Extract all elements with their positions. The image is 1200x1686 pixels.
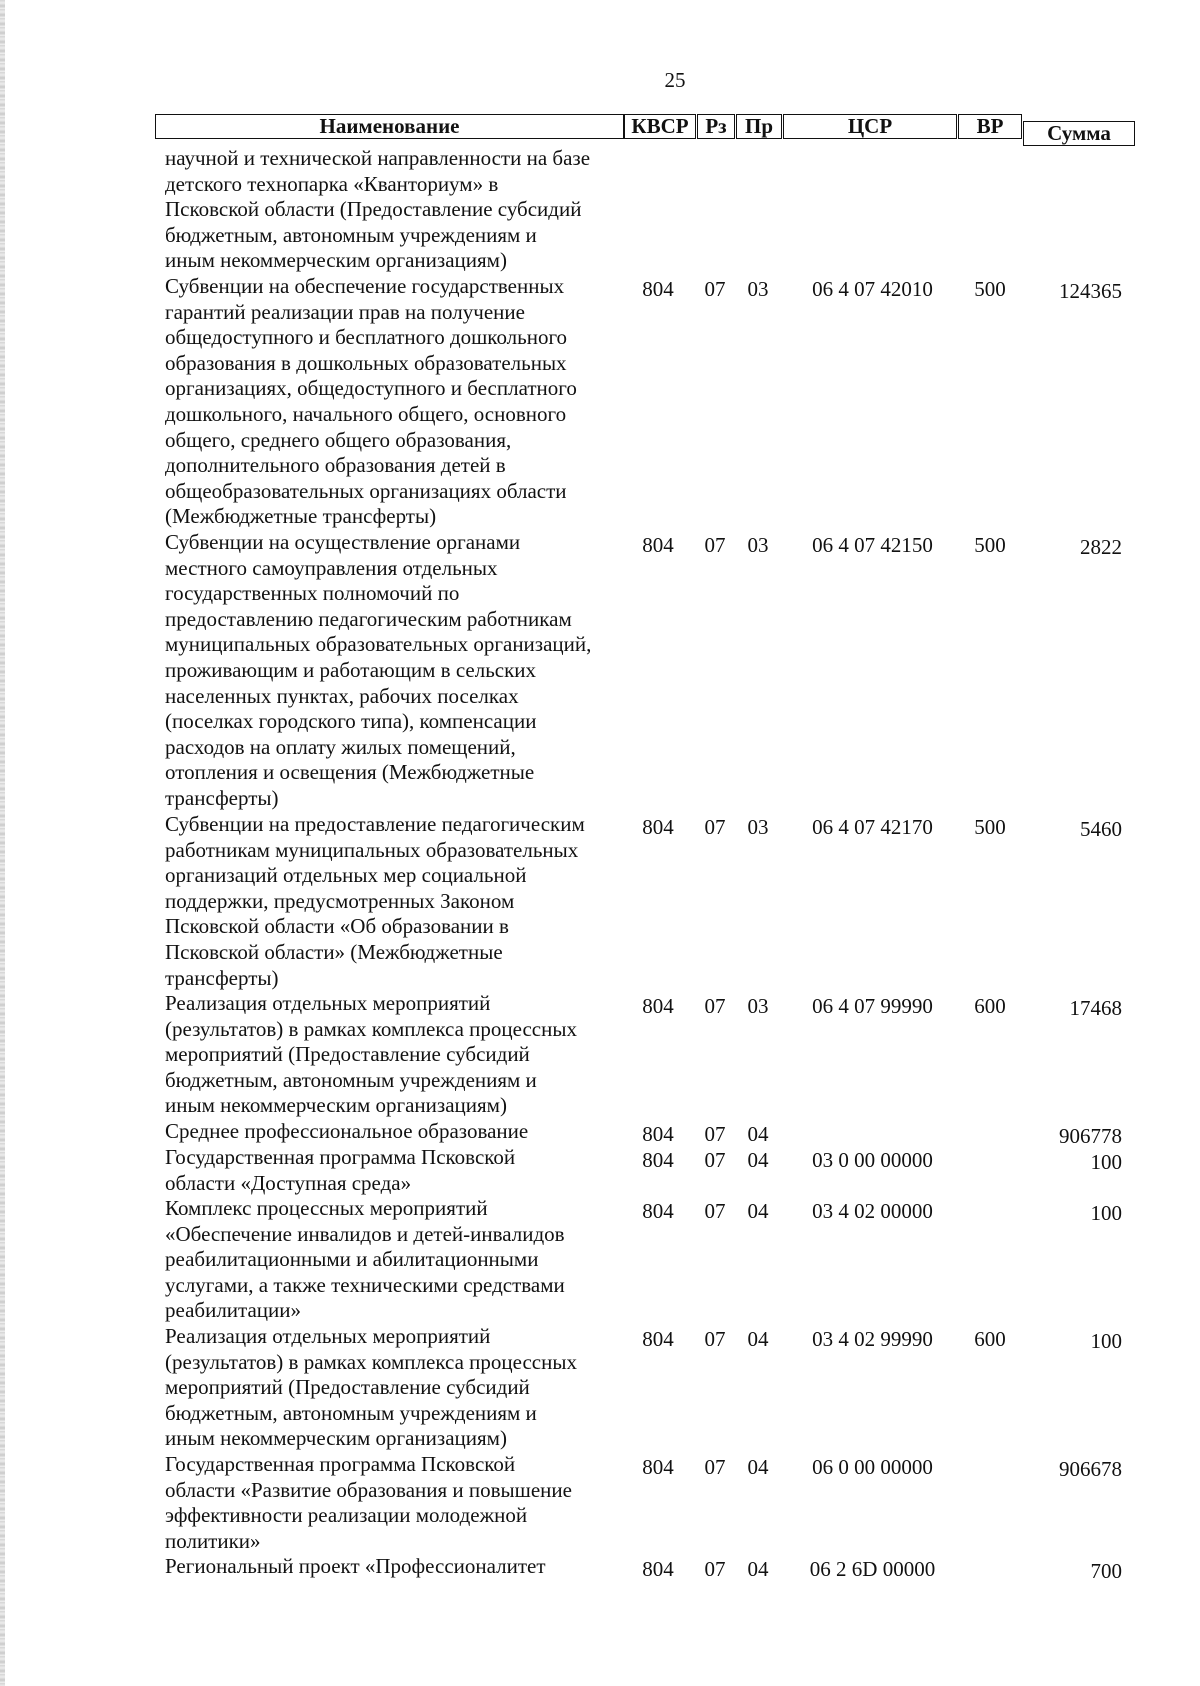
row-rz: 07 bbox=[704, 1148, 726, 1172]
row-name: Субвенции на предоставление педагогическим работникам муниципальных образовательных организаций отдельных мер социальной поддержки, предусмотренных Законом Псковской области «Об образовании в Псковской области» (Межбюджетные трансферты) bbox=[165, 812, 585, 990]
row-pr: 04 bbox=[747, 1148, 769, 1172]
row-pr: 04 bbox=[747, 1199, 769, 1223]
row-pr: 03 bbox=[747, 994, 769, 1018]
row-pr: 04 bbox=[747, 1455, 769, 1479]
row-rz: 07 bbox=[704, 533, 726, 557]
row-name: Субвенции на обеспечение государственных гарантий реализации прав на получение общедоступного и бесплатного дошкольного образования в дошкольных образовательных организациях, общедоступного и бесплатного дошкольного, начального общего, основного общего, среднего общего образования, дополнительного образования детей в общеобразовательных организациях области (Межбюджетные трансферты) bbox=[165, 274, 577, 529]
row-name: Региональный проект «Профессионалитет bbox=[165, 1554, 546, 1578]
header-rz: Рз bbox=[697, 114, 735, 139]
row-vr: 600 bbox=[974, 1327, 1006, 1351]
row-name: Комплекс процессных мероприятий «Обеспечение инвалидов и детей-инвалидов реабилитационными и абилитационными услугами, а также техническими средствами реабилитации» bbox=[165, 1196, 565, 1323]
row-kvsr: 804 bbox=[642, 277, 674, 301]
row-name: Государственная программа Псковской области «Развитие образования и повышение эффективности реализации молодежной политики» bbox=[165, 1452, 572, 1553]
header-sum: Сумма bbox=[1023, 121, 1135, 146]
row-sum: 124365 bbox=[1059, 279, 1122, 303]
row-kvsr: 804 bbox=[642, 1199, 674, 1223]
row-csr: 06 4 07 42150 bbox=[812, 533, 933, 557]
row-pr: 03 bbox=[747, 815, 769, 839]
row-vr: 500 bbox=[974, 533, 1006, 557]
header-csr: ЦСР bbox=[783, 114, 957, 139]
row-sum: 5460 bbox=[1080, 817, 1122, 841]
row-rz: 07 bbox=[704, 277, 726, 301]
row-csr: 06 2 6D 00000 bbox=[809, 1557, 936, 1581]
row-vr: 500 bbox=[974, 815, 1006, 839]
row-pr: 04 bbox=[747, 1557, 769, 1581]
header-kvsr: КВСР bbox=[624, 114, 696, 139]
row-rz: 07 bbox=[704, 994, 726, 1018]
row-sum: 2822 bbox=[1080, 535, 1122, 559]
row-vr: 600 bbox=[974, 994, 1006, 1018]
row-name: Реализация отдельных мероприятий (результатов) в рамках комплекса процессных мероприятий (Предоставление субсидий бюджетным, автономным учреждениям и иным некоммерческим организациям) bbox=[165, 1324, 577, 1451]
row-vr: 500 bbox=[974, 277, 1006, 301]
row-rz: 07 bbox=[704, 1455, 726, 1479]
row-rz: 07 bbox=[704, 1327, 726, 1351]
header-vr: ВР bbox=[958, 114, 1022, 139]
row-sum: 100 bbox=[1090, 1201, 1122, 1225]
row-csr: 03 0 00 00000 bbox=[812, 1148, 933, 1172]
row-kvsr: 804 bbox=[642, 1122, 674, 1146]
row-name: научной и технической направленности на базе детского технопарка «Кванториум» в Псковской области (Предоставление субсидий бюджетным, автономным учреждениям и иным некоммерческим организациям) bbox=[165, 146, 591, 273]
row-rz: 07 bbox=[704, 815, 726, 839]
row-csr: 06 0 00 00000 bbox=[812, 1455, 933, 1479]
row-kvsr: 804 bbox=[642, 533, 674, 557]
row-kvsr: 804 bbox=[642, 1557, 674, 1581]
row-rz: 07 bbox=[704, 1122, 726, 1146]
row-csr: 03 4 02 00000 bbox=[812, 1199, 933, 1223]
row-kvsr: 804 bbox=[642, 1455, 674, 1479]
row-kvsr: 804 bbox=[642, 994, 674, 1018]
row-name: Среднее профессиональное образование bbox=[165, 1119, 529, 1143]
row-rz: 07 bbox=[704, 1199, 726, 1223]
row-csr: 06 4 07 42010 bbox=[812, 277, 933, 301]
row-sum: 100 bbox=[1090, 1150, 1122, 1174]
header-name: Наименование bbox=[155, 114, 624, 139]
row-csr: 06 4 07 42170 bbox=[812, 815, 933, 839]
row-pr: 04 bbox=[747, 1327, 769, 1351]
row-kvsr: 804 bbox=[642, 1148, 674, 1172]
header-pr: Пр bbox=[736, 114, 782, 139]
row-sum: 906678 bbox=[1059, 1457, 1122, 1481]
row-pr: 03 bbox=[747, 533, 769, 557]
row-pr: 03 bbox=[747, 277, 769, 301]
row-kvsr: 804 bbox=[642, 1327, 674, 1351]
scan-edge bbox=[0, 0, 5, 1686]
row-csr: 06 4 07 99990 bbox=[812, 994, 933, 1018]
row-sum: 100 bbox=[1090, 1329, 1122, 1353]
row-csr: 03 4 02 99990 bbox=[812, 1327, 933, 1351]
row-name: Государственная программа Псковской области «Доступная среда» bbox=[165, 1145, 516, 1195]
row-name: Реализация отдельных мероприятий (результатов) в рамках комплекса процессных мероприятий (Предоставление субсидий бюджетным, автономным учреждениям и иным некоммерческим организациям) bbox=[165, 991, 577, 1118]
row-sum: 17468 bbox=[1069, 996, 1122, 1020]
row-pr: 04 bbox=[747, 1122, 769, 1146]
page-number: 25 bbox=[664, 68, 686, 92]
row-rz: 07 bbox=[704, 1557, 726, 1581]
row-kvsr: 804 bbox=[642, 815, 674, 839]
row-sum: 906778 bbox=[1059, 1124, 1122, 1148]
row-sum: 700 bbox=[1090, 1559, 1122, 1583]
row-name: Субвенции на осуществление органами местного самоуправления отдельных государственных полномочий по предоставлению педагогическим работникам муниципальных образовательных организаций, проживающим и работающим в сельских населенных пунктах, рабочих поселках (поселках городского типа), компенсации расходов на оплату жилых помещений, отопления и освещения (Межбюджетные трансферты) bbox=[165, 530, 592, 810]
